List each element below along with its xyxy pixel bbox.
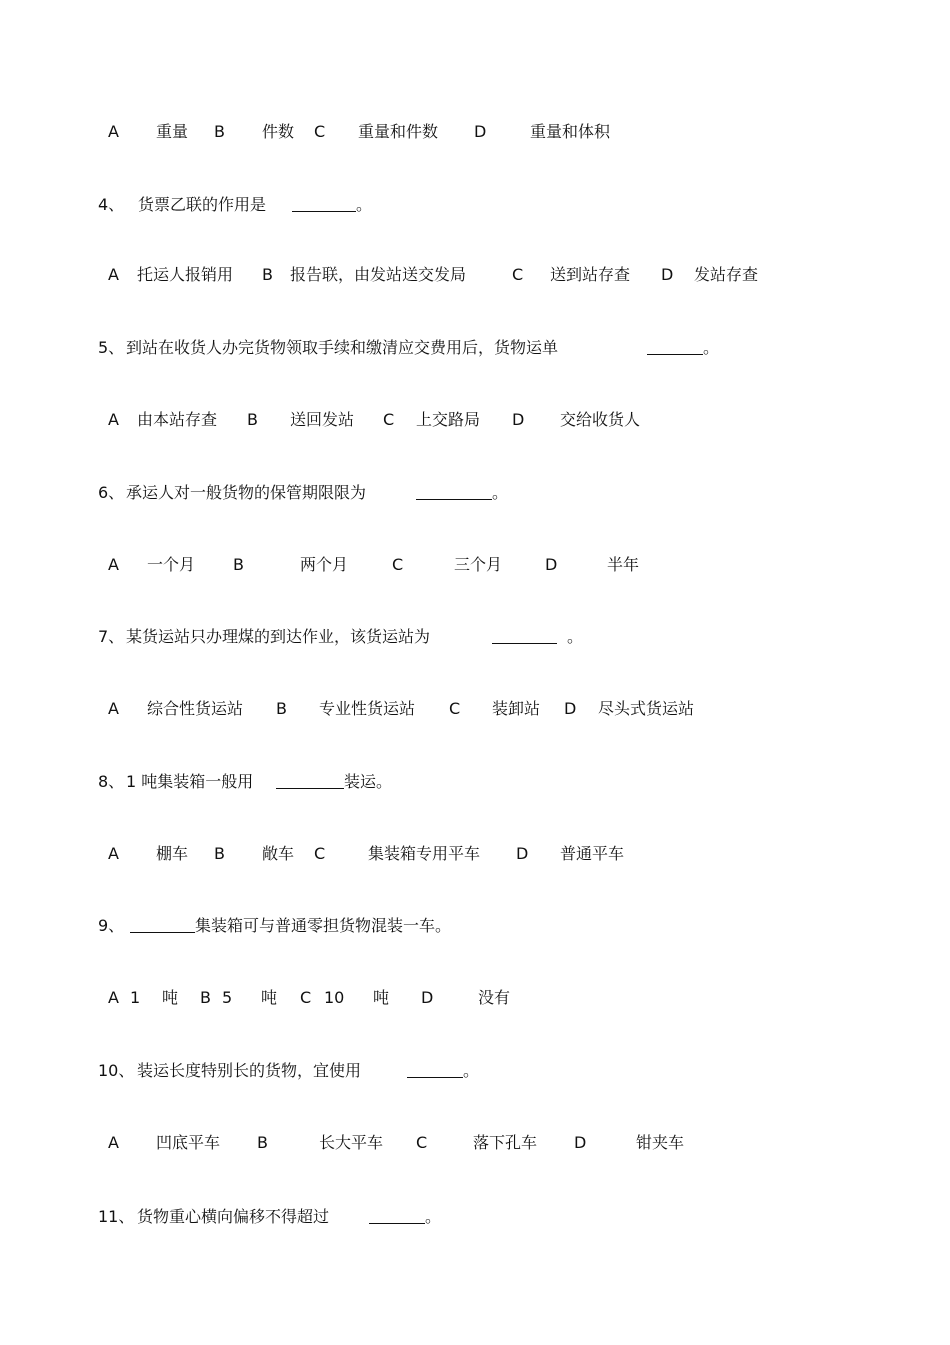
question-number: 9、 [98, 916, 125, 935]
option-letter: A [108, 844, 119, 863]
option-text: 三个月 [454, 555, 503, 574]
option-letter: D [545, 555, 558, 574]
option-unit: 吨 [373, 988, 390, 1007]
option-text: 上交路局 [416, 410, 481, 429]
option-letter: A [108, 988, 119, 1007]
question-text: 货票乙联的作用是 [138, 195, 267, 214]
question-number: 10、 [98, 1061, 135, 1080]
question-suffix: 。 [492, 483, 509, 502]
question-number: 8、 [98, 772, 125, 791]
option-letter: D [512, 410, 525, 429]
option-text: 钳夹车 [636, 1133, 685, 1152]
option-text: 10 [324, 988, 345, 1007]
answer-blank [369, 1223, 425, 1224]
answer-blank [416, 499, 492, 500]
option-letter: D [661, 265, 674, 284]
question-suffix: 集装箱可与普通零担货物混装一车。 [195, 916, 452, 935]
option-letter: A [108, 1133, 119, 1152]
option-letter: B [214, 122, 225, 141]
option-text: 两个月 [300, 555, 349, 574]
option-text: 专业性货运站 [319, 699, 416, 718]
question-text: 装运长度特别长的货物，宜使用 [137, 1061, 362, 1080]
option-letter: A [108, 265, 119, 284]
option-letter: C [512, 265, 524, 284]
question-suffix: 。 [425, 1207, 442, 1226]
question-number: 7、 [98, 627, 125, 646]
option-letter: A [108, 699, 119, 718]
option-letter: C [416, 1133, 428, 1152]
option-text: 5 [222, 988, 233, 1007]
option-letter: C [314, 844, 326, 863]
option-letter: D [421, 988, 434, 1007]
question-text: 某货运站只办理煤的到达作业，该货运站为 [126, 627, 431, 646]
option-letter: C [314, 122, 326, 141]
option-text: 没有 [478, 988, 511, 1007]
option-letter: C [300, 988, 312, 1007]
option-text: 凹底平车 [156, 1133, 221, 1152]
question-suffix: 。 [567, 627, 584, 646]
option-text: 半年 [607, 555, 640, 574]
question-suffix: 。 [356, 195, 373, 214]
answer-blank [407, 1077, 463, 1078]
option-letter: A [108, 410, 119, 429]
option-text: 落下孔车 [473, 1133, 538, 1152]
question-suffix: 。 [703, 338, 720, 357]
option-letter: C [449, 699, 461, 718]
option-letter: B [257, 1133, 268, 1152]
question-number: 6、 [98, 483, 125, 502]
option-letter: B [214, 844, 225, 863]
option-text: 1 [130, 988, 141, 1007]
option-unit: 吨 [162, 988, 179, 1007]
question-text: 到站在收货人办完货物领取手续和缴清应交费用后，货物运单 [126, 338, 559, 357]
option-letter: D [474, 122, 487, 141]
option-text: 重量和件数 [358, 122, 439, 141]
option-letter: B [276, 699, 287, 718]
option-letter: D [516, 844, 529, 863]
option-text: 托运人报销用 [137, 265, 234, 284]
option-letter: D [574, 1133, 587, 1152]
question-number: 4、 [98, 195, 125, 214]
option-text: 重量和体积 [530, 122, 611, 141]
question-text: 1 吨集装箱一般用 [126, 772, 254, 791]
question-text: 承运人对一般货物的保管期限限为 [126, 483, 367, 502]
option-text: 一个月 [147, 555, 196, 574]
option-text: 长大平车 [319, 1133, 384, 1152]
answer-blank [492, 643, 557, 644]
question-text: 货物重心横向偏移不得超过 [137, 1207, 330, 1226]
answer-blank [276, 788, 344, 789]
question-suffix: 。 [463, 1061, 480, 1080]
option-text: 普通平车 [560, 844, 625, 863]
answer-blank [130, 932, 195, 933]
option-letter: B [247, 410, 258, 429]
question-number: 5、 [98, 338, 125, 357]
option-letter: C [392, 555, 404, 574]
option-text: 由本站存查 [137, 410, 218, 429]
option-letter: A [108, 555, 119, 574]
question-number: 11、 [98, 1207, 135, 1226]
option-text: 敞车 [262, 844, 295, 863]
option-text: 装卸站 [492, 699, 541, 718]
option-text: 发站存查 [694, 265, 759, 284]
option-letter: D [564, 699, 577, 718]
option-text: 棚车 [156, 844, 189, 863]
option-text: 尽头式货运站 [598, 699, 695, 718]
answer-blank [292, 211, 356, 212]
option-text: 送回发站 [290, 410, 355, 429]
question-suffix: 装运。 [344, 772, 393, 791]
option-letter: C [383, 410, 395, 429]
option-unit: 吨 [261, 988, 278, 1007]
option-text: 重量 [156, 122, 189, 141]
option-letter: B [200, 988, 211, 1007]
option-text: 交给收货人 [560, 410, 641, 429]
option-text: 报告联，由发站送交发局 [290, 265, 467, 284]
option-letter: B [262, 265, 273, 284]
option-text: 件数 [262, 122, 295, 141]
answer-blank [647, 354, 703, 355]
option-text: 综合性货运站 [147, 699, 244, 718]
option-letter: B [233, 555, 244, 574]
option-text: 集装箱专用平车 [368, 844, 481, 863]
option-letter: A [108, 122, 119, 141]
option-text: 送到站存查 [550, 265, 631, 284]
